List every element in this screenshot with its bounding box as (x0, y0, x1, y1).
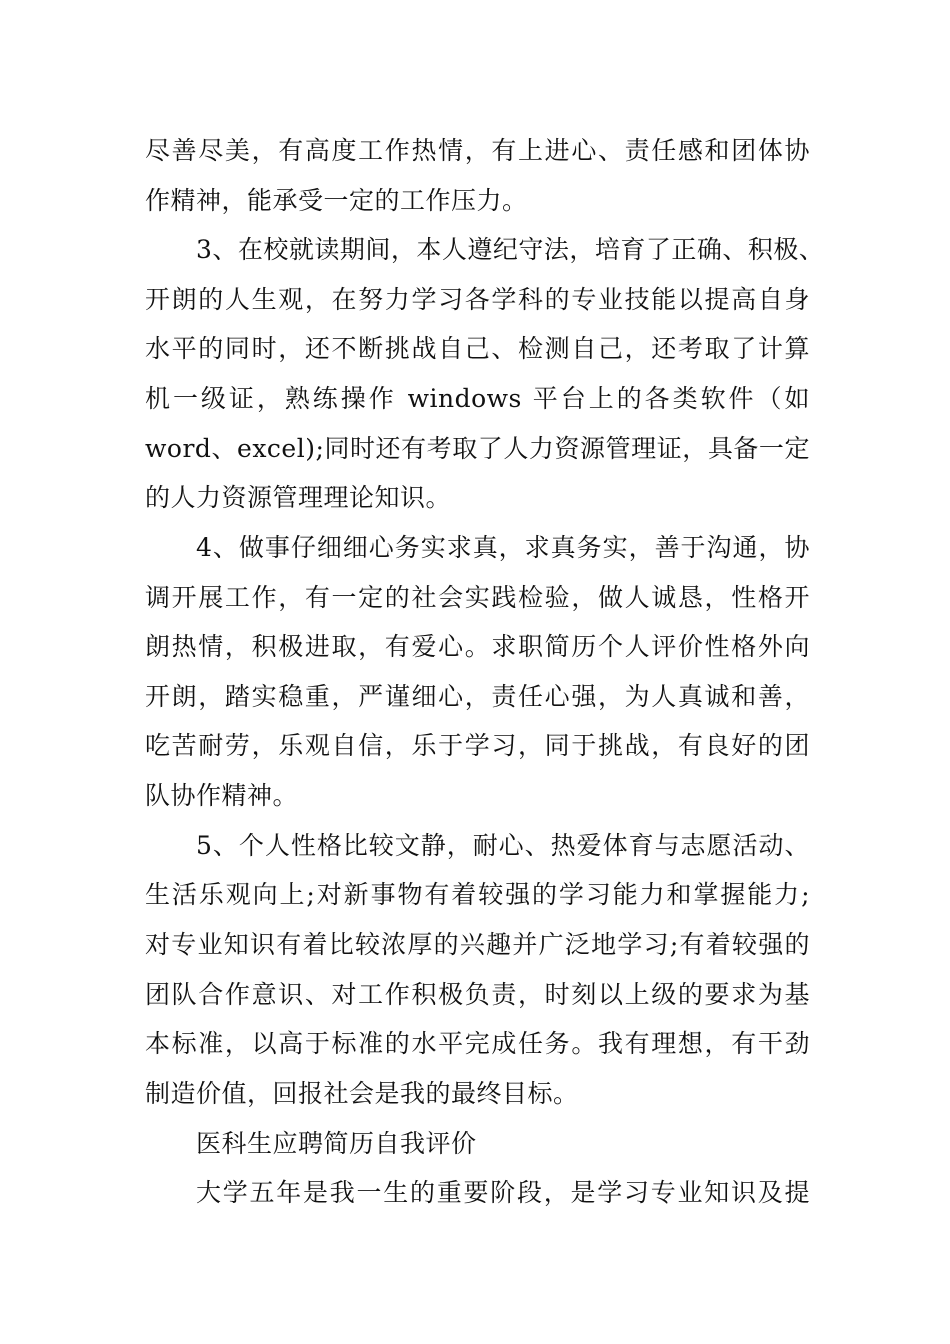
text-line: 的人力资源管理理论知识。 (145, 483, 452, 512)
text-line: 朗热情，积极进取，有爱心。求职简历个人评价性格外向 (145, 632, 810, 661)
text-line: 制造价值，回报社会是我的最终目标。 (145, 1079, 579, 1108)
paragraph-3-start: 3、在校就读期间，本人遵纪守法，培育了正确、积极、 (196, 235, 825, 264)
section-heading: 医科生应聘简历自我评价 (196, 1129, 477, 1158)
text-line: 开朗，踏实稳重，严谨细心，责任心强，为人真诚和善， (145, 682, 810, 711)
text-line: 水平的同时，还不断挑战自己、检测自己，还考取了计算 (145, 334, 810, 363)
text-line: 队协作精神。 (145, 781, 299, 810)
text-line: 吃苦耐劳，乐观自信，乐于学习，同于挑战，有良好的团 (145, 731, 810, 760)
text-line: 调开展工作，有一定的社会实践检验，做人诚恳，性格开 (145, 583, 810, 612)
text-line: 本标准，以高于标准的水平完成任务。我有理想，有干劲 (145, 1029, 810, 1058)
text-line: 尽善尽美，有高度工作热情，有上进心、责任感和团体协 (145, 136, 810, 165)
text-line: 生活乐观向上;对新事物有着较强的学习能力和掌握能力; (145, 880, 810, 909)
paragraph-start: 大学五年是我一生的重要阶段，是学习专业知识及提 (196, 1178, 810, 1207)
text-line: 作精神，能承受一定的工作压力。 (145, 186, 528, 215)
paragraph-5-start: 5、个人性格比较文静，耐心、热爱体育与志愿活动、 (196, 831, 810, 860)
text-line: 机一级证，熟练操作 windows 平台上的各类软件（如 (145, 384, 810, 413)
paragraph-4-start: 4、做事仔细细心务实求真，求真务实，善于沟通，协 (196, 533, 810, 562)
text-line: 开朗的人生观，在努力学习各学科的专业技能以提高自身 (145, 285, 810, 314)
text-line: 对专业知识有着比较浓厚的兴趣并广泛地学习;有着较强的 (145, 930, 810, 959)
text-line: 团队合作意识、对工作积极负责，时刻以上级的要求为基 (145, 980, 810, 1009)
text-line: word、excel);同时还有考取了人力资源管理证，具备一定 (145, 434, 810, 463)
